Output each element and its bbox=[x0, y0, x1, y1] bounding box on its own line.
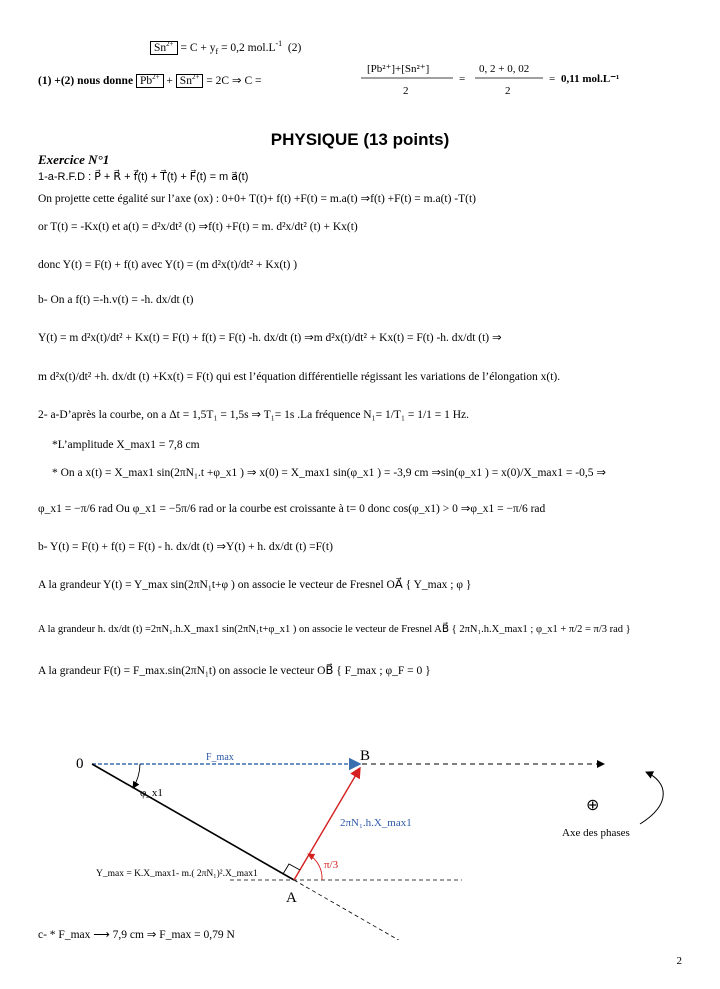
svg-text:=: = bbox=[459, 73, 466, 85]
phi-angle-arc bbox=[133, 764, 140, 788]
line-donc: donc Y(t) = F(t) + f(t) avec Y(t) = (m d²x(t)/dt² + Kx(t) ) bbox=[38, 259, 298, 271]
chem-line-2: (1) +(2) nous donne $Pb^{2+} + Sn^{2+} = 2C$ ⇒ C = bbox=[38, 73, 262, 87]
fresnel-diagram bbox=[0, 700, 720, 940]
chem-line-1: $Sn^{2+} = C + y_f = 0,2$ $mol.L^{-1}$ (2) bbox=[150, 36, 301, 59]
pi-third-arc bbox=[308, 854, 322, 880]
svg-text:0, 2 + 0, 02: 0, 2 + 0, 02 bbox=[479, 63, 530, 75]
line-diff-equation: m d²x(t)/dt² +h. dx/dt (t) +Kx(t) = F(t) qui est l’équation différentielle régissant les variations de l’élongation x(t). bbox=[38, 371, 561, 383]
label-Fmax: F_max bbox=[206, 752, 234, 763]
label-AB: 2πN₁.h.X_max1 bbox=[340, 817, 412, 829]
vector-OA bbox=[92, 764, 294, 880]
chem-fractions bbox=[355, 58, 675, 104]
line-b-friction: b- On a f(t) =-h.v(t) = -h. dx/dt (t) bbox=[38, 294, 194, 306]
svg-text:0,11 mol.L⁻¹: 0,11 mol.L⁻¹ bbox=[561, 73, 620, 85]
svg-text:2: 2 bbox=[505, 85, 511, 97]
line-vector-OA: A la grandeur Y(t) = Y_max sin(2πN₁t+φ ) on associe le vecteur de Fresnel OA⃗ { Y_max ; φ } bbox=[38, 579, 472, 591]
page-number: 2 bbox=[676, 955, 682, 967]
rotation-arrow bbox=[640, 772, 663, 824]
line-1a: 1-a-R.F.D : P⃗ + R⃗ + f⃗(t) + T⃗(t) + F⃗(t) = m a⃗(t) bbox=[38, 171, 249, 183]
line-c-Fmax: c- * F_max ⟶ 7,9 cm ⇒ F_max = 0,79 N bbox=[38, 929, 235, 941]
svg-text:=: = bbox=[549, 73, 556, 85]
label-angle: π/3 bbox=[324, 859, 339, 871]
line-tension: or T(t) = -Kx(t) et a(t) = d²x/dt² (t) ⇒f(t) +F(t) = m. d²x/dt² (t) + Kx(t) bbox=[38, 221, 358, 233]
line-phase-calc: * On a x(t) = X_max1 sin(2πN₁.t +φ_x1 ) ⇒ x(0) = X_max1 sin(φ_x1 ) = -3,9 cm ⇒sin(φ_x1 ) = x(0)/X_max1 = -0,5 ⇒ bbox=[52, 467, 606, 479]
section-title: PHYSIQUE (13 points) bbox=[270, 130, 450, 149]
OA-extension bbox=[294, 880, 402, 940]
label-O: 0 bbox=[76, 756, 84, 772]
label-sign: ⊕ bbox=[586, 797, 600, 814]
line-vector-OB: A la grandeur F(t) = F_max.sin(2πN₁t) on associe le vecteur OB⃗ { F_max ; φ_F = 0 } bbox=[38, 665, 431, 677]
line-Y-expression: Y(t) = m d²x(t)/dt² + Kx(t) = F(t) + f(t) = F(t) -h. dx/dt (t) ⇒m d²x(t)/dt² + Kx(t) = F(t) -h. dx/dt (t) ⇒ bbox=[38, 332, 502, 344]
exercise-heading: Exercice N°1 bbox=[38, 152, 110, 167]
label-Ymax: Y_max = K.X_max1- m.( 2πN₁)².X_max1 bbox=[96, 869, 258, 879]
right-angle-marker bbox=[283, 864, 300, 874]
svg-text:2: 2 bbox=[403, 85, 409, 97]
line-phase-result: φ_x1 = −π/6 rad Ou φ_x1 = −5π/6 rad or la courbe est croissante à t= 0 donc cos(φ_x1) > 0 ⇒φ_x1 = −π/6 rad bbox=[38, 503, 546, 515]
label-phi: φ_x1 bbox=[140, 787, 163, 799]
label-axis: Axe des phases bbox=[562, 827, 630, 839]
line-projection: On projette cette égalité sur l’axe (ox) : 0+0+ T(t)+ f(t) +F(t) = m.a(t) ⇒f(t) +F(t) = m.a(t) -T(t) bbox=[38, 193, 477, 205]
line-amplitude: *L’amplitude X_max1 = 7,8 cm bbox=[52, 439, 200, 451]
svg-text:[Pb²⁺]+[Sn²⁺]: [Pb²⁺]+[Sn²⁺] bbox=[367, 63, 430, 75]
line-2a-period: 2- a-D’après la courbe, on a Δt = 1,5T₁ = 1,5s ⇒ T₁= 1s .La fréquence N₁= 1/T₁ = 1/1 = 1 Hz. bbox=[38, 409, 470, 421]
line-vector-AB: A la grandeur h. dx/dt (t) =2πN₁.h.X_max1 sin(2πN₁t+φ_x1 ) on associe le vecteur de Fresnel AB⃗ { 2πN₁.h.X_max1 ; φ_x1 + π/2 = π/3 rad } bbox=[38, 624, 631, 635]
label-B: B bbox=[360, 748, 371, 764]
label-A: A bbox=[286, 890, 297, 906]
line-b-fresnel: b- Y(t) = F(t) + f(t) = F(t) - h. dx/dt (t) ⇒Y(t) + h. dx/dt (t) =F(t) bbox=[38, 541, 333, 553]
